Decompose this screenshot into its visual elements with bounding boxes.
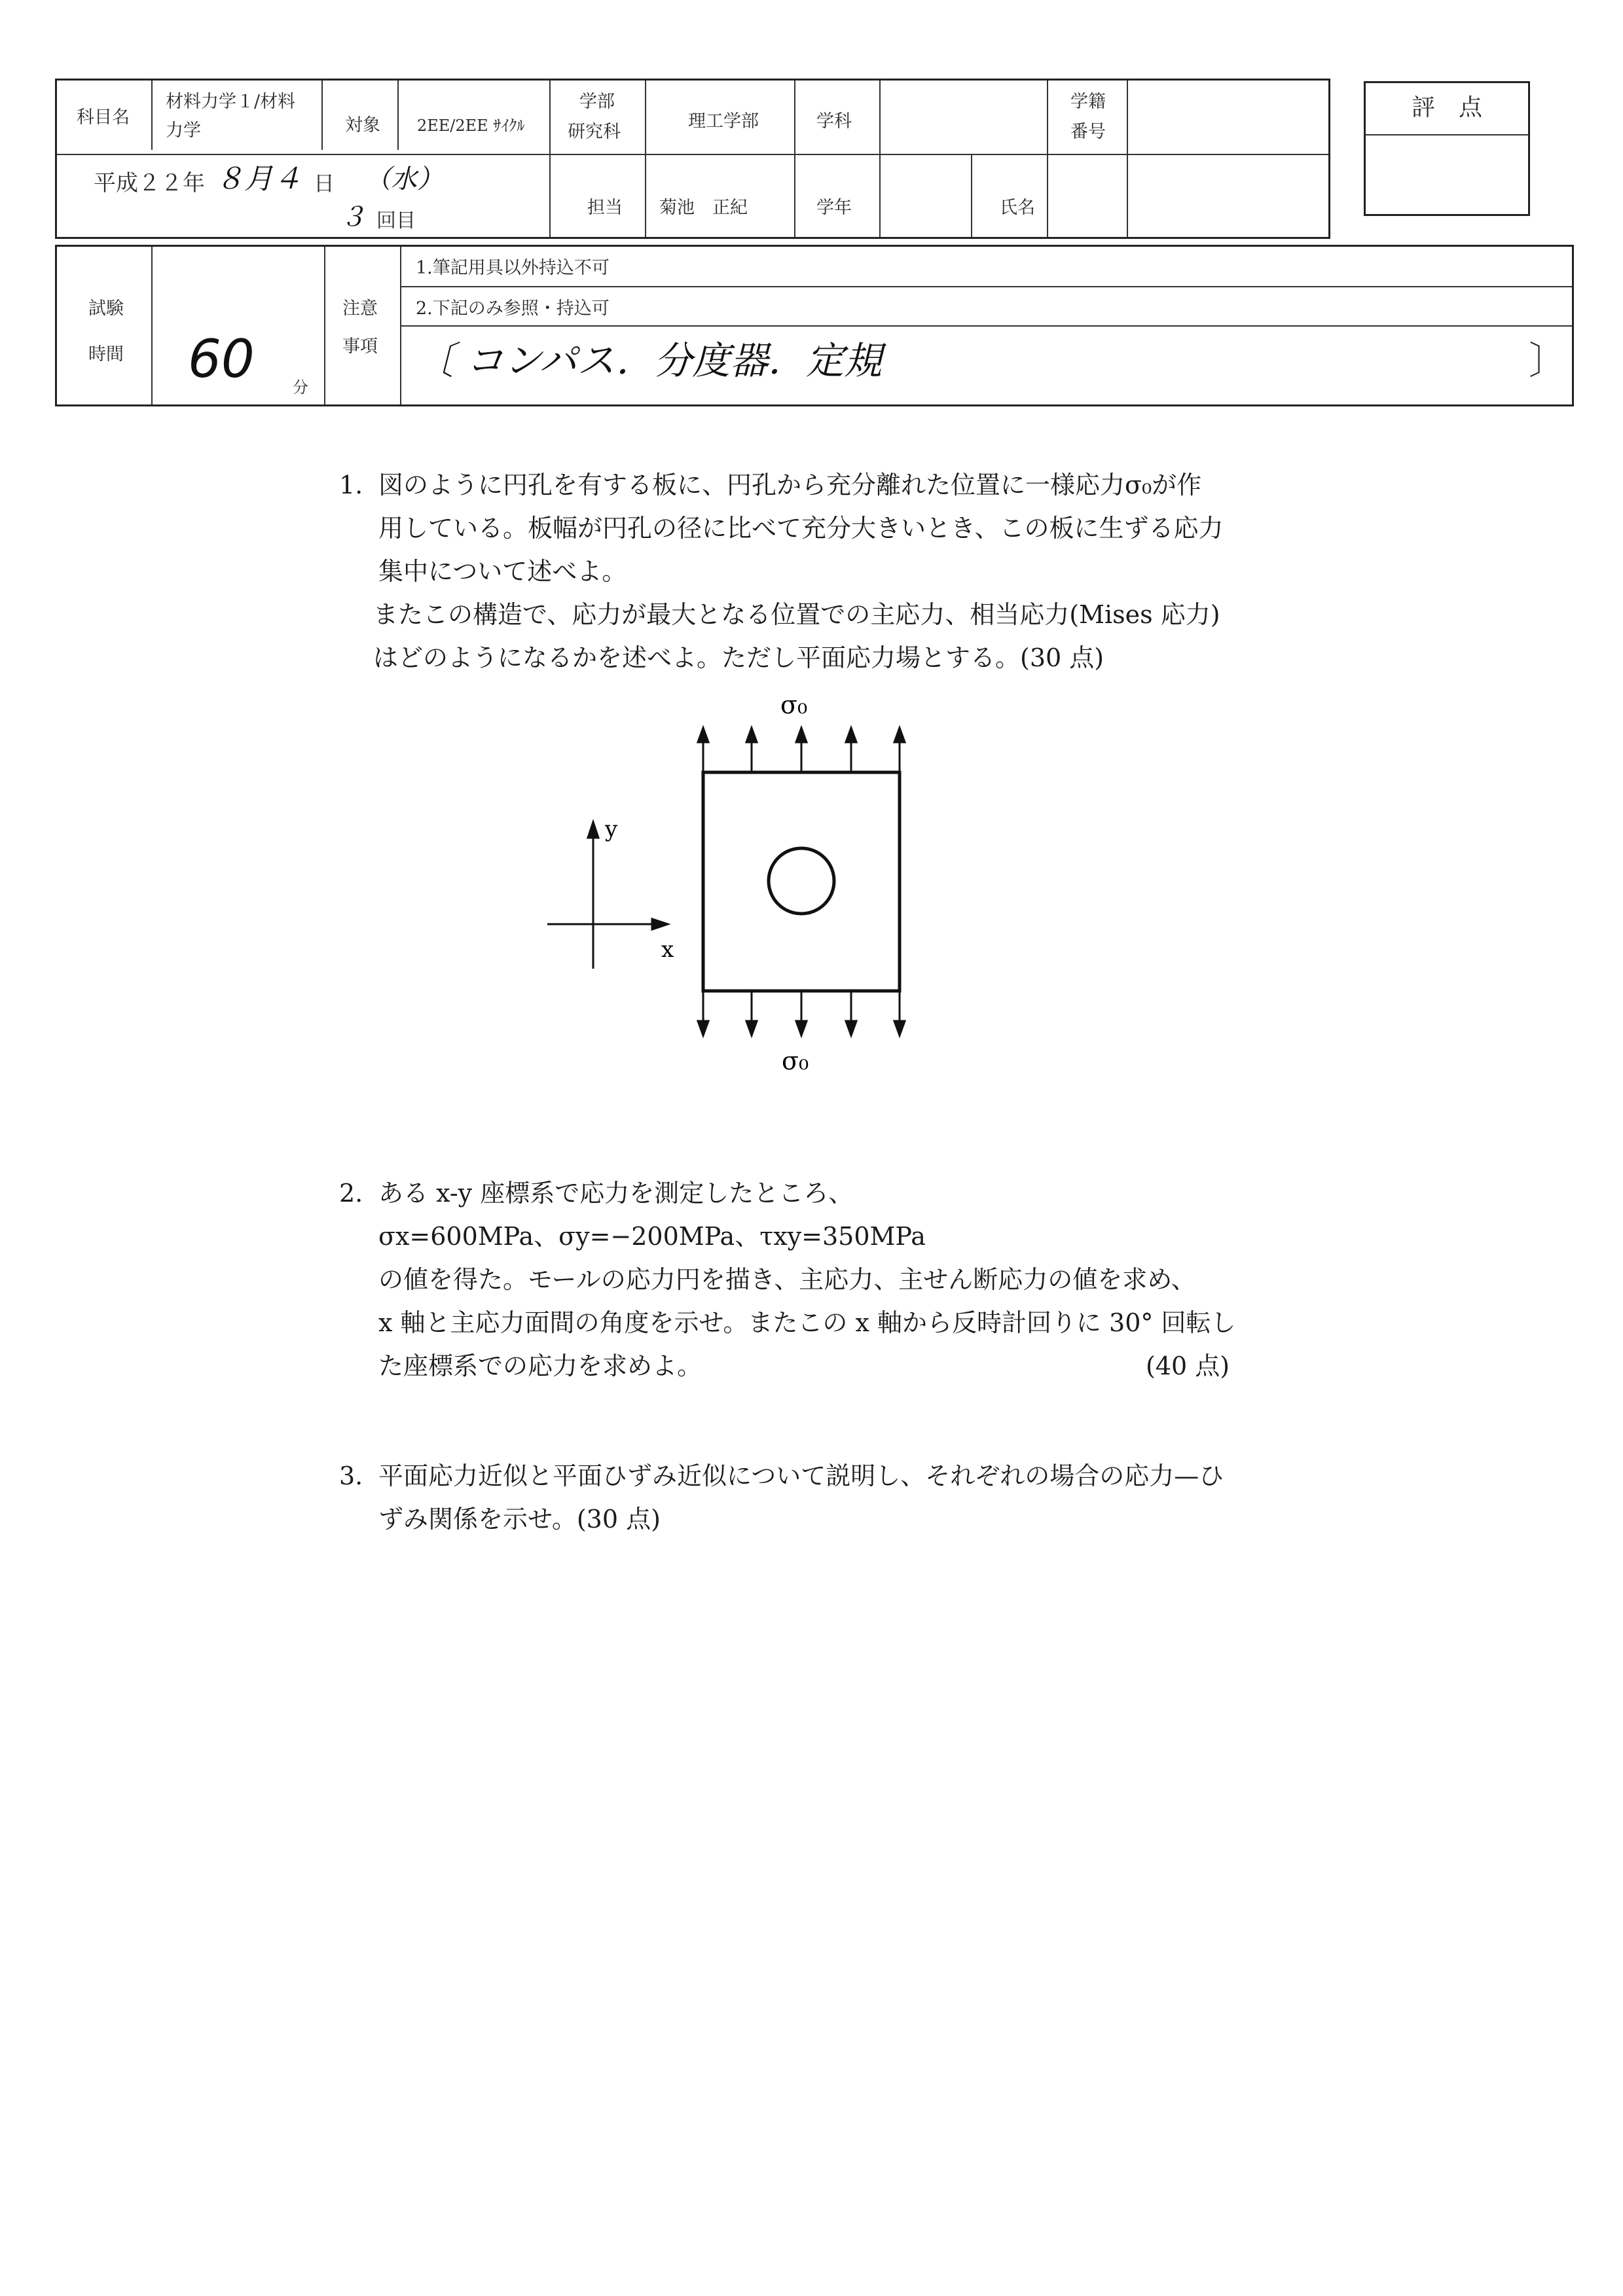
date-weekday-handwritten: （水） [365,164,443,194]
coordinate-axes [547,822,668,969]
question-line: ずみ関係を示せ。(30 点) [378,1505,661,1534]
name-label: 氏名 [1000,198,1035,218]
circular-hole [769,848,834,914]
date-day-label: 日 [314,171,335,196]
question-line: 図のように円孔を有する板に、円孔から充分離れた位置に一様応力σ₀が作 [378,471,1202,499]
question-line: 用している。板幅が円孔の径に比べて充分大きいとき、この板に生ずる応力 [378,514,1224,543]
faculty-value: 理工学部 [688,111,759,132]
duration-value-handwritten: 60 [188,329,255,389]
score-label: 評 点 [1411,94,1482,121]
score-divider [1366,134,1528,135]
score-box [1364,81,1530,216]
teacher-value: 菊池 正紀 [659,198,748,218]
question-line: 集中について述べよ。 [378,557,627,586]
plate-with-hole-figure [537,687,956,1093]
question-line: はどのようになるかを述べよ。ただし平面応力場とする。(30 点) [373,643,1104,672]
top-stress-label: σ₀ [780,691,808,719]
dept-label: 学科 [816,111,852,132]
session-label: 回目 [376,209,416,232]
question-line: た座標系での応力を求めよ。 [378,1352,702,1380]
plate [703,772,900,991]
exam-header-table [55,79,1330,239]
col-divider [879,81,881,237]
bottom-stress-label: σ₀ [782,1047,809,1075]
y-axis-label: y [605,816,618,842]
question-line: 平面応力近似と平面ひずみ近似について説明し、それぞれの場合の応力—ひ [378,1462,1224,1490]
question-number: 2. [339,1179,363,1208]
question-line: x 軸と主応力面間の角度を示せ。またこの x 軸から反時計回りに 30° 回転し [378,1308,1236,1337]
allowed-items-bracket-close: 〕 [1529,338,1567,383]
rule-divider [400,286,1572,287]
caution-label-1: 注意 [342,298,378,319]
subject-value-line1: 材料力学１/材料 [166,92,296,112]
session-number-handwritten: ３ [340,202,366,232]
x-axis-label: x [661,937,674,963]
col-divider [397,81,399,150]
rule-1: 1.筆記用具以外持込不可 [416,258,610,278]
col-divider [971,154,972,237]
rule-divider [400,325,1572,327]
student-no-label-1: 学籍 [1070,92,1106,112]
question-line: ある x-y 座標系で応力を測定したところ、 [378,1179,854,1208]
student-no-label-2: 番号 [1070,122,1106,142]
col-divider [151,81,153,150]
year-label: 学年 [816,198,852,218]
subject-label: 科目名 [77,107,130,128]
exam-notes-table [55,245,1574,406]
duration-label-1: 試験 [88,298,124,319]
col-divider [549,81,551,237]
header-row-divider [57,154,1328,155]
duration-label-2: 時間 [88,344,124,365]
date-era: 平成２２年 [94,170,205,196]
col-divider [1047,81,1048,237]
question-number: 1. [339,471,363,499]
question-line: またこの構造で、応力が最大となる位置での主応力、相当応力(Mises 応力) [373,600,1220,629]
question-line: σx=600MPa、σy=−200MPa、τxy=350MPa [378,1222,926,1251]
col-divider [1127,81,1128,237]
duration-unit: 分 [293,378,308,397]
bottom-stress-arrows [698,992,905,1035]
question-points: (40 点) [1146,1352,1230,1380]
top-stress-arrows [698,728,905,771]
faculty-label-2: 研究科 [568,122,621,142]
col-divider [321,81,323,150]
col-divider [324,247,325,404]
faculty-label-1: 学部 [579,92,615,112]
caution-label-2: 事項 [342,336,378,357]
subject-value-line2: 力学 [166,120,201,141]
question-number: 3. [339,1462,363,1490]
col-divider [794,81,795,237]
allowed-items-handwritten: 〔 コンパス．分度器．定規 [416,338,883,383]
col-divider [151,247,153,404]
teacher-label: 担当 [587,198,623,218]
date-month-handwritten: ８月４ [215,162,302,196]
target-value: 2EE/2EE ｻｲｸﾙ [417,117,525,135]
col-divider [645,81,646,237]
target-label: 対象 [345,115,380,135]
question-line: の値を得た。モールの応力円を描き、主応力、主せん断応力の値を求め、 [378,1265,1196,1294]
rule-2: 2.下記のみ参照・持込可 [416,298,610,319]
